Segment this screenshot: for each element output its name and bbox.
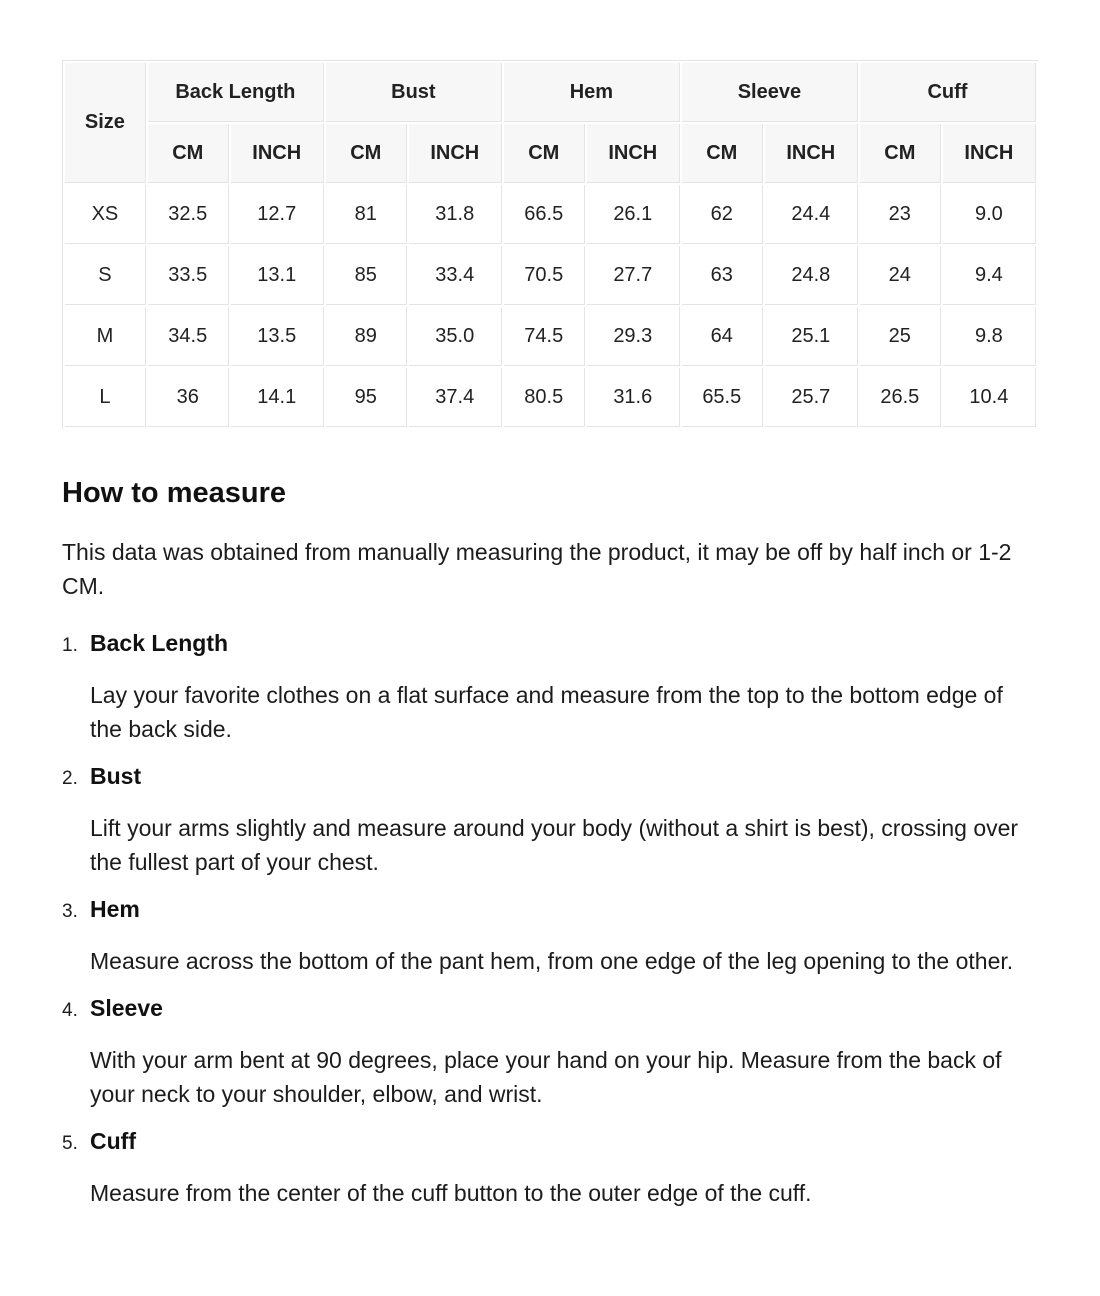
step-item-bust (62, 762, 1038, 879)
measurement-cell: 80.5 (504, 368, 585, 427)
measurement-cell: 25.1 (765, 307, 858, 366)
measurement-cell: 27.7 (587, 246, 680, 305)
measurement-cell: 26.5 (860, 368, 941, 427)
measurement-cell: 31.6 (587, 368, 680, 427)
group-header-hem: Hem (504, 63, 680, 122)
unit-header-inch: INCH (587, 124, 680, 183)
size-chart-header (65, 63, 1036, 183)
unit-header-cm: CM (148, 124, 229, 183)
step-number: 1. (62, 635, 78, 656)
measurement-cell: 89 (326, 307, 407, 366)
table-row-l (65, 368, 1036, 427)
step-item-sleeve (62, 994, 1038, 1111)
unit-header-cm: CM (504, 124, 585, 183)
unit-header-cm: CM (860, 124, 941, 183)
size-cell: S (65, 246, 146, 305)
measurement-cell: 10.4 (943, 368, 1036, 427)
measurement-cell: 12.7 (231, 185, 324, 244)
step-item-back-length (62, 629, 1038, 746)
measurement-cell: 62 (682, 185, 763, 244)
group-header-row (65, 63, 1036, 122)
measurement-cell: 36 (148, 368, 229, 427)
table-row-s (65, 246, 1036, 305)
measurement-cell: 13.5 (231, 307, 324, 366)
size-column-header: Size (65, 63, 146, 183)
measurement-cell: 81 (326, 185, 407, 244)
measurement-cell: 70.5 (504, 246, 585, 305)
measurement-cell: 24 (860, 246, 941, 305)
intro-text: This data was obtained from manually measuring the product, it may be off by half inch or 1-2 CM. (62, 539, 1012, 599)
measurement-cell: 64 (682, 307, 763, 366)
step-header (62, 1127, 1038, 1159)
unit-header-cm: CM (326, 124, 407, 183)
size-cell: M (65, 307, 146, 366)
measurement-cell: 37.4 (409, 368, 502, 427)
step-header (62, 762, 1038, 794)
table-row-m (65, 307, 1036, 366)
measurement-cell: 33.4 (409, 246, 502, 305)
unit-header-cm: CM (682, 124, 763, 183)
unit-header-inch: INCH (765, 124, 858, 183)
measurement-cell: 32.5 (148, 185, 229, 244)
unit-header-row (65, 124, 1036, 183)
measurement-cell: 25 (860, 307, 941, 366)
step-number: 4. (62, 1000, 78, 1021)
measure-steps (62, 629, 1038, 1210)
measurement-cell: 63 (682, 246, 763, 305)
size-chart-body (65, 185, 1036, 427)
step-number: 5. (62, 1133, 78, 1154)
size-cell: XS (65, 185, 146, 244)
measurement-cell: 9.8 (943, 307, 1036, 366)
measurement-cell: 34.5 (148, 307, 229, 366)
measurement-cell: 33.5 (148, 246, 229, 305)
step-header (62, 994, 1038, 1026)
size-cell: L (65, 368, 146, 427)
step-item-hem (62, 895, 1038, 978)
unit-header-inch: INCH (409, 124, 502, 183)
measurement-cell: 85 (326, 246, 407, 305)
step-header (62, 629, 1038, 661)
measurement-cell: 29.3 (587, 307, 680, 366)
step-term: Back Length (90, 630, 229, 656)
how-to-measure-title: How to measure (62, 477, 286, 509)
step-description: Measure across the bottom of the pant hem, from one edge of the leg opening to the other. (90, 948, 1014, 974)
unit-header-inch: INCH (943, 124, 1036, 183)
measurement-cell: 23 (860, 185, 941, 244)
measurement-cell: 66.5 (504, 185, 585, 244)
size-chart-table (62, 60, 1038, 429)
measurement-cell: 31.8 (409, 185, 502, 244)
step-term: Cuff (90, 1128, 136, 1154)
step-description: Lift your arms slightly and measure around your body (without a shirt is best), crossing over the fullest part of your chest. (90, 815, 1019, 875)
step-term: Bust (90, 763, 142, 789)
step-description: With your arm bent at 90 degrees, place your hand on your hip. Measure from the back of your neck to your shoulder, elbow, and wrist. (90, 1047, 1002, 1107)
measurement-cell: 14.1 (231, 368, 324, 427)
step-header (62, 895, 1038, 927)
measurement-cell: 35.0 (409, 307, 502, 366)
step-description: Lay your favorite clothes on a flat surface and measure from the top to the bottom edge of the back side. (90, 682, 1003, 742)
group-header-bust: Bust (326, 63, 502, 122)
step-number: 2. (62, 768, 78, 789)
step-term: Hem (90, 896, 140, 922)
measurement-cell: 9.0 (943, 185, 1036, 244)
step-number: 3. (62, 901, 78, 922)
step-item-cuff (62, 1127, 1038, 1210)
measurement-cell: 24.8 (765, 246, 858, 305)
measurement-cell: 65.5 (682, 368, 763, 427)
measurement-cell: 25.7 (765, 368, 858, 427)
measurement-cell: 24.4 (765, 185, 858, 244)
step-term: Sleeve (90, 995, 163, 1021)
group-header-sleeve: Sleeve (682, 63, 858, 122)
measurement-cell: 9.4 (943, 246, 1036, 305)
step-description: Measure from the center of the cuff button to the outer edge of the cuff. (90, 1180, 812, 1206)
measurement-cell: 26.1 (587, 185, 680, 244)
table-row-xs (65, 185, 1036, 244)
measurement-cell: 74.5 (504, 307, 585, 366)
measurement-cell: 13.1 (231, 246, 324, 305)
measurement-cell: 95 (326, 368, 407, 427)
group-header-cuff: Cuff (860, 63, 1036, 122)
group-header-back-length: Back Length (148, 63, 324, 122)
unit-header-inch: INCH (231, 124, 324, 183)
